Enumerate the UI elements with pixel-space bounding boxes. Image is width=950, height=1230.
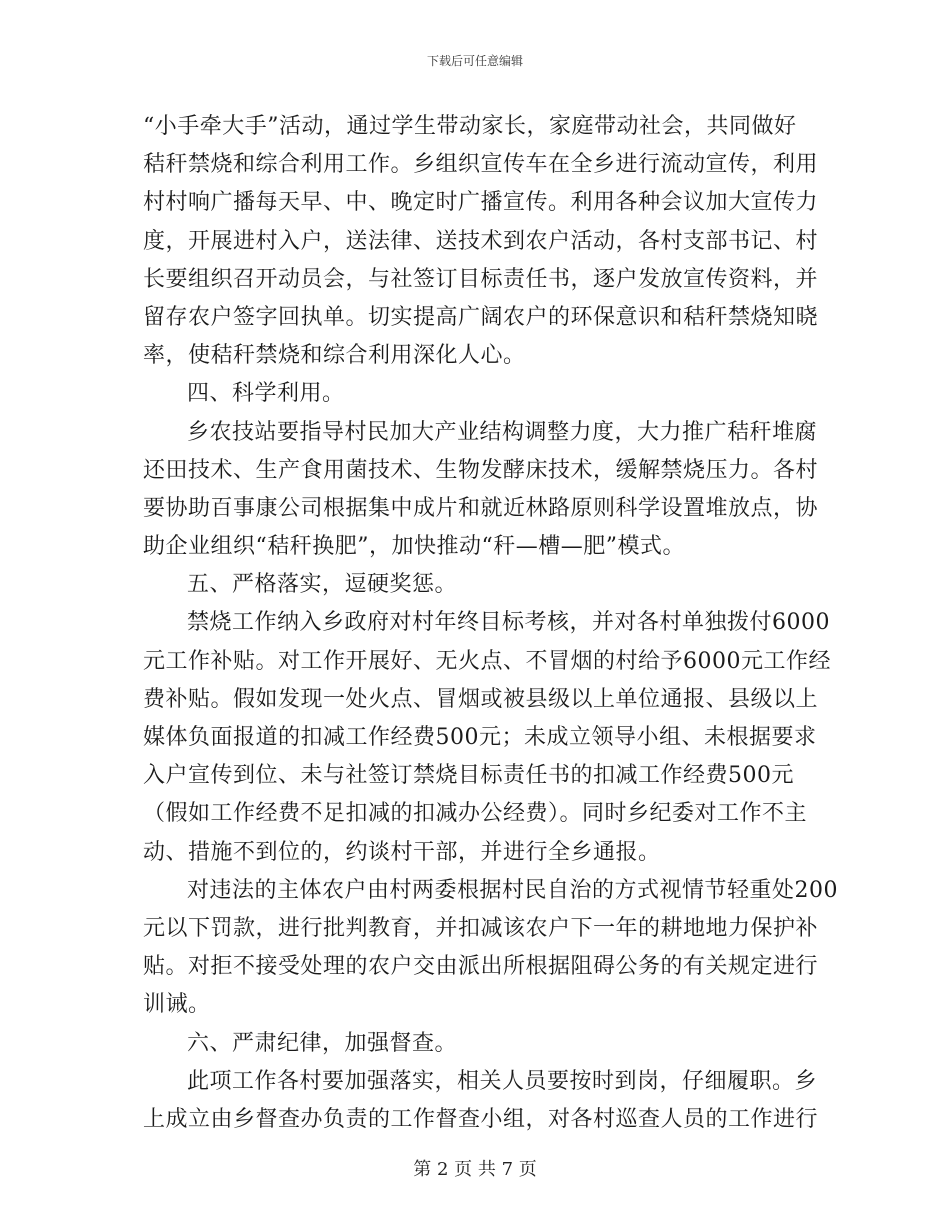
text-line: “小手牵大手”活动，通过学生带动家长，家庭带动社会，共同做好	[143, 114, 797, 139]
text-line: 禁烧工作纳入乡政府对村年终目标考核，并对各村单独拨付6000	[187, 610, 830, 636]
text-line: 度，开展进村入户，送法律、送技术到农户活动，各村支部书记、村	[143, 228, 819, 254]
text-line: 入户宣传到位、未与社签订禁烧目标责任书的扣减工作经费500元	[143, 763, 794, 789]
text-line: 还田技术、生产食用菌技术、生物发酵床技术，缓解禁烧压力。各村	[143, 457, 819, 483]
text-line: 费补贴。假如发现一处火点、冒烟或被县级以上单位通报、县级以上	[143, 686, 819, 712]
text-line: 乡农技站要指导村民加大产业结构调整力度，大力推广秸秆堆腐	[187, 419, 818, 445]
document-body	[143, 108, 838, 1139]
text-line: 五、严格落实，逗硬奖惩。	[187, 572, 458, 598]
text-line: 对违法的主体农户由村两委根据村民自治的方式视情节轻重处200	[187, 877, 838, 903]
text-line: 助企业组织“秸秆换肥”，加快推动“秆—槽—肥”模式。	[143, 534, 685, 560]
text-line: 留存农户签字回执单。切实提高广阔农户的环保意识和秸秆禁烧知晓	[143, 304, 819, 330]
text-line: 此项工作各村要加强落实，相关人员要按时到岗，仔细履职。乡	[187, 1068, 818, 1094]
text-line: 四、科学利用。	[187, 381, 345, 407]
text-line: （假如工作经费不足扣减的扣减办公经费）。同时乡纪委对工作不主	[143, 801, 808, 827]
text-line: 元以下罚款，进行批判教育，并扣减该农户下一年的耕地地力保护补	[143, 915, 819, 941]
text-line: 秸秆禁烧和综合利用工作。乡组织宣传车在全乡进行流动宣传，利用	[143, 152, 819, 178]
page-header: 下载后可任意编辑	[426, 54, 523, 68]
text-line: 贴。对拒不接受处理的农户交由派出所根据阻碍公务的有关规定进行	[143, 954, 819, 980]
text-line: 训诫。	[143, 992, 211, 1018]
text-line: 元工作补贴。对工作开展好、无火点、不冒烟的村给予6000元工作经	[143, 648, 831, 674]
page-footer: 第 2 页 共 7 页	[413, 1159, 537, 1180]
text-line: 媒体负面报道的扣减工作经费500元；未成立领导小组、未根据要求	[143, 725, 817, 750]
text-line: 率，使秸秆禁烧和综合利用深化人心。	[143, 343, 526, 369]
text-line: 上成立由乡督查办负责的工作督查小组，对各村巡查人员的工作进行	[143, 1106, 819, 1132]
text-line: 村村响广播每天早、中、晚定时广播宣传。利用各种会议加大宣传力	[143, 190, 819, 216]
text-line: 长要组织召开动员会，与社签订目标责任书，逐户发放宣传资料，并	[143, 266, 819, 292]
text-line: 要协助百事康公司根据集中成片和就近林路原则科学设置堆放点，协	[143, 495, 819, 521]
text-line: 六、严肃纪律，加强督查。	[187, 1030, 458, 1056]
text-line: 动、措施不到位的，约谈村干部，并进行全乡通报。	[143, 839, 661, 865]
